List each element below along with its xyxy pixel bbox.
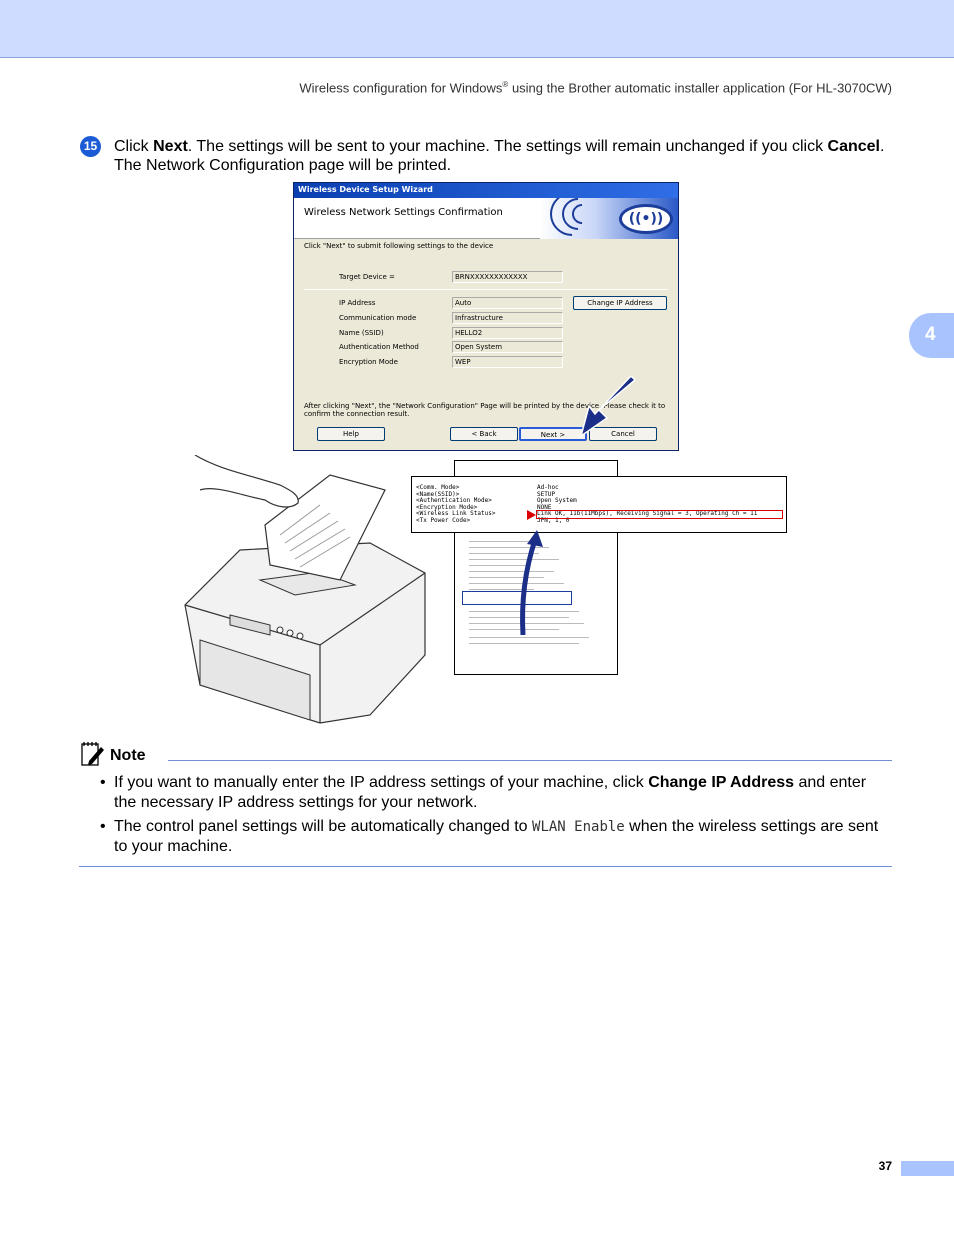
chapter-number: 4 [925, 324, 936, 345]
link-status-highlight [536, 510, 783, 519]
field-label-comm-mode: Communication mode [339, 314, 417, 322]
step-instruction: Click Next. The settings will be sent to your machine. The settings will remain unchanged if you click Cancel. The Network Configuration page will be printed. [114, 138, 885, 174]
note-top-rule [168, 760, 892, 761]
back-button[interactable]: < Back [450, 427, 518, 441]
field-value-ssid: HELLO2 [452, 327, 563, 339]
note-bottom-rule [79, 866, 892, 867]
page-number: 37 [878, 1159, 892, 1173]
chapter-tab [909, 313, 954, 358]
pointer-arrow-icon [573, 376, 643, 442]
banner-title: Wireless Network Settings Confirmation [304, 207, 503, 218]
callout-labels: <Comm. Mode> <Name(SSID)> <Authentication Mode> <Encryption Mode> <Wireless Link Status> <Tx Power Code> [416, 484, 496, 524]
field-value-ip: Auto [452, 297, 563, 309]
running-header: Wireless configuration for Windows® using the Brother automatic installer application (For HL-3070CW) [299, 80, 892, 96]
field-label-ip: IP Address [339, 299, 376, 307]
printer-graphic [180, 455, 450, 735]
field-label-encryption: Encryption Mode [339, 358, 398, 366]
printer-illustration [180, 455, 790, 735]
callout-values: Ad-hoc SETUP Open System NONE Link OK, 11b(11Mbps), Receiving Signal = 3, Operating Ch = 11 JPN, 1, 0 [537, 484, 758, 524]
top-header-band [0, 0, 954, 58]
dialog-banner [294, 198, 678, 239]
change-ip-address-button[interactable]: Change IP Address [573, 296, 667, 310]
note-list [100, 773, 890, 861]
dialog-separator [304, 289, 668, 290]
wireless-logo-icon: ((•)) [619, 204, 673, 234]
dialog-after-text: After clicking "Next", the "Network Configuration" Page will be printed by the device. Please check it to confirm the connection result. [304, 402, 666, 418]
help-button[interactable]: Help [317, 427, 385, 441]
dialog-title: Wireless Device Setup Wizard [294, 183, 678, 198]
wireless-waves-graphic [540, 198, 678, 239]
page-number-tab [901, 1161, 954, 1176]
red-pointer-icon [527, 510, 537, 520]
field-value-auth: Open System [452, 341, 563, 353]
field-value-comm-mode: Infrastructure [452, 312, 563, 324]
field-label-auth: Authentication Method [339, 343, 419, 351]
field-label-ssid: Name (SSID) [339, 329, 384, 337]
config-callout-box [411, 476, 787, 533]
target-device-field: BRNXXXXXXXXXXXX [452, 271, 563, 283]
cancel-button[interactable]: Cancel [589, 427, 657, 441]
note-item: • The control panel settings will be automatically changed to WLAN Enable when the wireless settings are sent to your machine. [100, 817, 890, 857]
step-number-badge: 15 [80, 136, 101, 157]
note-pencil-icon [81, 741, 105, 767]
note-item: • If you want to manually enter the IP address settings of your machine, click Change IP Address and enter the necessary IP address settings for your network. [100, 773, 890, 813]
up-arrow-icon [515, 530, 555, 640]
field-value-encryption: WEP [452, 356, 563, 368]
target-device-label: Target Device = [339, 273, 395, 281]
dialog-intro: Click "Next" to submit following settings to the device [304, 242, 494, 250]
note-title: Note [110, 747, 146, 764]
next-button[interactable]: Next > [519, 427, 587, 441]
